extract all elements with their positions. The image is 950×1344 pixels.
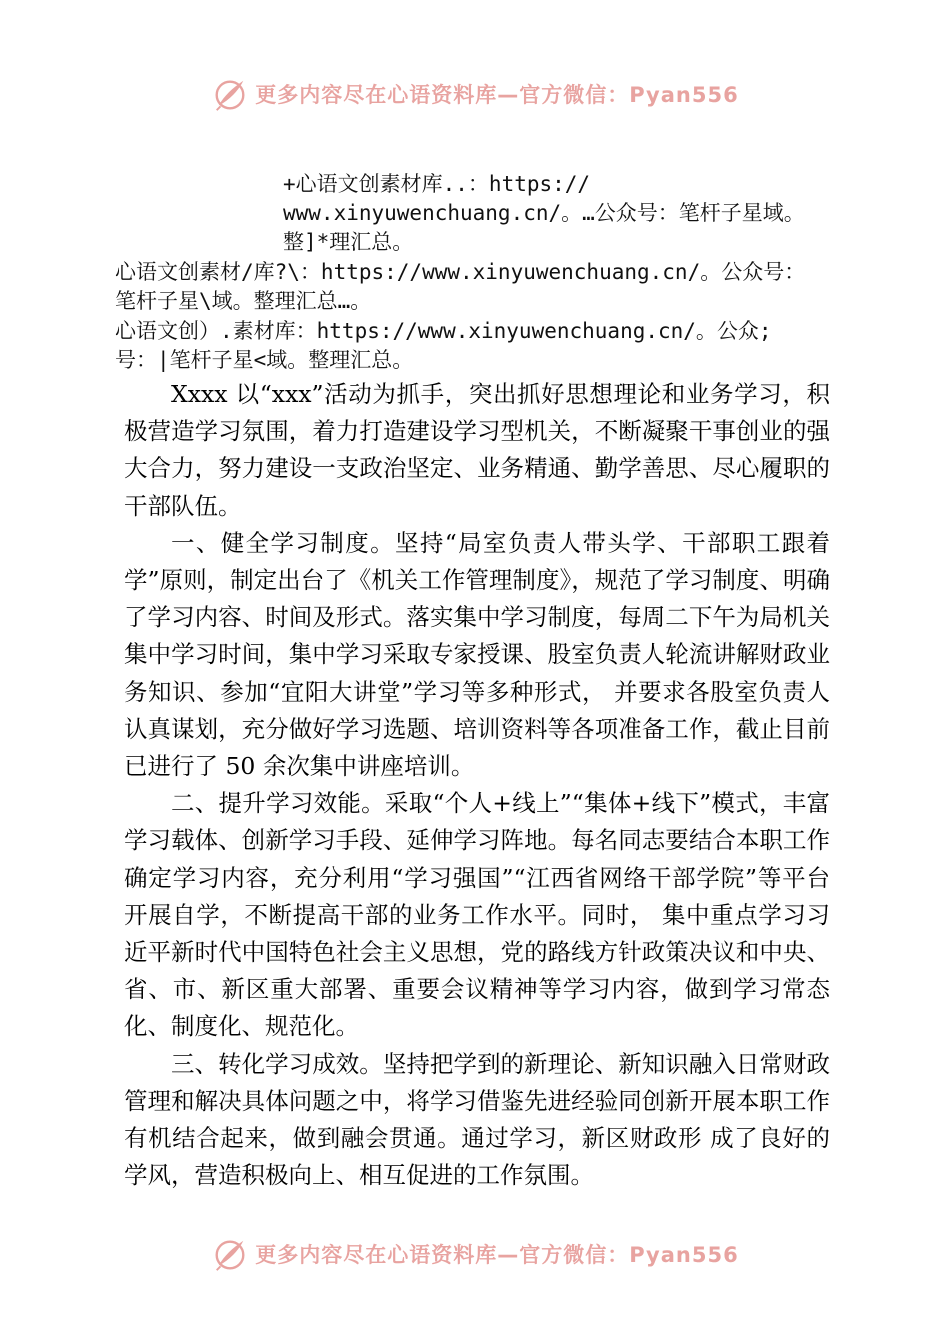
header-watermark-banner	[0, 72, 950, 116]
source-note-line: 号：|笔杆子星<域。整理汇总。	[115, 348, 414, 372]
quill-circle-logo-icon	[211, 75, 249, 113]
footer-watermark-banner	[0, 1232, 950, 1276]
source-note-line: 心语文创）.素材库：https://www.xinyuwenchuang.cn/。公众;	[115, 319, 772, 343]
watermark-text: 更多内容尽在心语资料库—官方微信：Pyan556	[255, 1243, 739, 1267]
document-body	[124, 376, 830, 1194]
intro-paragraph: Xxxx 以“xxx”活动为抓手，突出抓好思想理论和业务学习，积极营造学习氛围，着力打造建设学习型机关，不断凝聚干事创业的强大合力，努力建设一支政治坚定、业务精通、勤学善思、尽心履职的干部队伍。	[124, 380, 830, 520]
quill-circle-logo-icon	[211, 1235, 249, 1273]
source-note-line: 整]*理汇总。	[283, 230, 414, 254]
section-one-paragraph: 一、健全学习制度。坚持“局室负责人带头学、干部职工跟着学”原则，制定出台了《机关工作管理制度》，规范了学习制度、明确了学习内容、时间及形式。落实集中学习制度，每周二下午为局机关集中学习时间，集中学习采取专家授课、股室负责人轮流讲解财政业务知识、参加“宜阳大讲堂”学习等多种形式， 并要求各股室负责人认真谋划，充分做好学习选题、培训资料等各项准备工作，截止目前已进行了 50 余次集中讲座培训。	[124, 528, 830, 781]
source-note-line: 笔杆子星\域。整理汇总…。	[115, 289, 372, 313]
source-note-line: 心语文创素材/库?\：https://www.xinyuwenchuang.cn/。公众号：	[115, 260, 806, 284]
source-note-line: +心语文创素材库..：https://	[283, 172, 591, 196]
section-two-paragraph: 二、提升学习效能。采取“个人+线上”“集体+线下”模式，丰富学习载体、创新学习手段、延伸学习阵地。每名同志要结合本职工作确定学习内容，充分利用“学习强国”“江西省网络干部学院”等平台开展自学，不断提高干部的业务工作水平。同时， 集中重点学习习近平新时代中国特色社会主义思想，党的路线方针政策决议和中央、省、市、新区重大部署、重要会议精神等学习内容，做到学习常态化、制度化、规范化。	[124, 789, 830, 1041]
watermark-text: 更多内容尽在心语资料库—官方微信：Pyan556	[255, 83, 739, 107]
source-note-line: www.xinyuwenchuang.cn/。…公众号：笔杆子星域。	[283, 201, 805, 225]
section-three-paragraph: 三、转化学习成效。坚持把学到的新理论、新知识融入日常财政管理和解决具体问题之中，将学习借鉴先进经验同创新开展本职工作有机结合起来，做到融会贯通。通过学习，新区财政形 成了良好的学风，营造积极向上、相互促进的工作氛围。	[124, 1049, 830, 1190]
